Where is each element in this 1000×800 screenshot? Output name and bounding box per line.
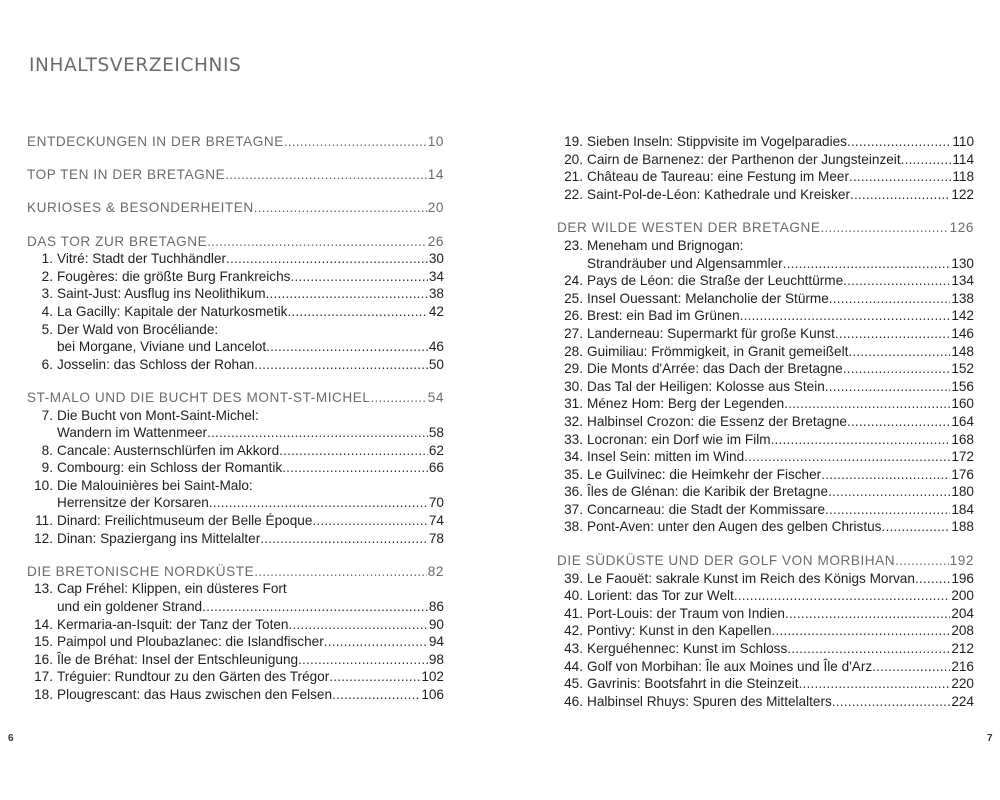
entry-number: 45. xyxy=(564,676,583,692)
entry-page-number: 118 xyxy=(952,169,974,185)
entry-number: 11. xyxy=(35,513,53,529)
entry-page-number: 216 xyxy=(951,658,974,674)
toc-entry[interactable] xyxy=(557,290,974,308)
toc-entry[interactable] xyxy=(27,580,444,615)
entry-number: 24. xyxy=(564,273,583,289)
dot-leader xyxy=(209,494,428,512)
entry-title: Landerneau: Supermarkt für große Kunst xyxy=(587,325,835,341)
entry-page-number: 172 xyxy=(951,449,974,465)
entry-page-number: 220 xyxy=(951,676,974,692)
entry-title: Plougrescant: das Haus zwischen den Felsen xyxy=(57,687,333,702)
entry-title: Golf von Morbihan: Île aux Moines und Île d'Arz xyxy=(587,658,873,674)
dot-leader xyxy=(332,686,420,704)
entry-title: Locronan: ein Dorf wie im Film xyxy=(587,431,771,447)
dot-leader xyxy=(843,272,950,290)
toc-section-heading[interactable] xyxy=(27,389,444,407)
entry-title: Halbinsel Rhuys: Spuren des Mittelalters xyxy=(587,693,832,709)
dot-leader xyxy=(329,668,420,686)
toc-entry[interactable] xyxy=(557,307,974,325)
entry-number: 10. xyxy=(34,477,53,493)
entry-number: 46. xyxy=(564,693,583,709)
entry-number: 25. xyxy=(564,290,583,306)
entry-number: 29. xyxy=(564,361,583,377)
section-page-number: 192 xyxy=(949,553,974,569)
dot-leader xyxy=(254,199,427,217)
entry-number: 26. xyxy=(564,308,583,324)
entry-page-number: 138 xyxy=(951,290,974,306)
entry-title-continued: Wandern im Wattenmeer xyxy=(57,425,208,441)
entry-title: Ménez Hom: Berg der Legenden xyxy=(587,396,785,412)
toc-entry[interactable] xyxy=(557,272,974,290)
entry-page-number: 62 xyxy=(428,442,444,458)
dot-leader xyxy=(784,395,950,413)
toc-entry[interactable] xyxy=(557,133,974,151)
section-page-number: 20 xyxy=(427,200,444,216)
dot-leader xyxy=(783,255,951,273)
dot-leader xyxy=(312,512,427,530)
toc-entry[interactable] xyxy=(27,686,444,704)
entry-title: Dinard: Freilichtmuseum der Belle Époque xyxy=(57,513,313,529)
dot-leader xyxy=(825,378,951,396)
entry-page-number: 156 xyxy=(951,378,974,394)
entry-page-number: 152 xyxy=(951,361,974,377)
section-page-number: 126 xyxy=(949,220,974,236)
entry-page-number: 46 xyxy=(428,339,444,355)
entry-page-number: 50 xyxy=(428,356,444,372)
dot-leader xyxy=(371,389,427,407)
toc-entry[interactable] xyxy=(557,483,974,501)
toc-entry[interactable] xyxy=(27,285,444,303)
toc-entry[interactable] xyxy=(27,321,444,356)
entry-title: Meneham und Brignogan: xyxy=(587,237,744,253)
page-number-right: 7 xyxy=(987,733,993,744)
section-page-number: 14 xyxy=(427,167,444,183)
toc-entry[interactable] xyxy=(27,477,444,512)
dot-leader xyxy=(895,552,949,570)
entry-number: 35. xyxy=(564,466,583,482)
entry-page-number: 70 xyxy=(428,495,444,511)
entry-page-number: 114 xyxy=(952,151,974,167)
section-title: DAS TOR ZUR BRETAGNE xyxy=(27,233,208,249)
dot-leader xyxy=(740,307,951,325)
dot-leader xyxy=(202,598,428,616)
toc-section-heading[interactable] xyxy=(27,233,444,251)
entry-title: Das Tal der Heiligen: Kolosse aus Stein xyxy=(587,378,825,394)
dot-leader xyxy=(825,501,950,519)
entry-number: 3. xyxy=(41,286,53,302)
entry-page-number: 180 xyxy=(951,484,974,500)
entry-page-number: 160 xyxy=(951,396,974,412)
toc-entry[interactable] xyxy=(27,442,444,460)
section-title: ST-MALO UND DIE BUCHT DES MONT-ST-MICHEL xyxy=(27,389,371,405)
entry-title-continued: Strandräuber und Algensammler xyxy=(587,255,783,271)
entry-title: Château de Taureau: eine Festung im Meer xyxy=(587,169,849,185)
section-title: TOP TEN IN DER BRETAGNE xyxy=(27,167,226,183)
section-title: DIE BRETONISCHE NORDKÜSTE xyxy=(27,563,255,579)
dot-leader xyxy=(734,587,950,605)
entry-number: 4. xyxy=(41,303,53,319)
entry-page-number: 208 xyxy=(951,623,974,639)
dot-leader xyxy=(872,658,950,676)
toc-entry[interactable] xyxy=(557,360,974,378)
toc-entry[interactable] xyxy=(27,633,444,651)
toc-entry[interactable] xyxy=(557,605,974,623)
entry-number: 15. xyxy=(34,634,53,650)
entry-title: Pays de Léon: die Straße der Leuchttürme xyxy=(587,273,844,289)
dot-leader xyxy=(847,133,951,151)
entry-title: Fougères: die größte Burg Frankreichs xyxy=(57,268,291,284)
entry-title: Gavrinis: Bootsfahrt in die Steinzeit xyxy=(587,676,799,692)
toc-entry[interactable] xyxy=(557,325,974,343)
section-title: DIE SÜDKÜSTE UND DER GOLF VON MORBIHAN xyxy=(557,553,896,569)
toc-entry[interactable] xyxy=(27,512,444,530)
dot-leader xyxy=(799,675,951,693)
dot-leader xyxy=(849,168,951,186)
entry-title-continued: Herrensitze der Korsaren xyxy=(57,495,209,511)
entry-page-number: 30 xyxy=(428,251,444,267)
entry-page-number: 86 xyxy=(428,599,444,615)
toc-section-heading[interactable] xyxy=(557,552,974,570)
toc-entry[interactable] xyxy=(557,431,974,449)
entry-page-number: 168 xyxy=(951,431,974,447)
entry-number: 41. xyxy=(564,605,583,621)
entry-page-number: 224 xyxy=(951,693,974,709)
dot-leader xyxy=(324,633,428,651)
entry-title: Cancale: Austernschlürfen im Akkord xyxy=(57,442,280,458)
toc-entry[interactable] xyxy=(27,530,444,548)
entry-title: Saint-Pol-de-Léon: Kathedrale und Kreisker xyxy=(587,186,850,202)
toc-entry[interactable] xyxy=(27,303,444,321)
dot-leader xyxy=(284,133,427,151)
entry-title: Kerguéhennec: Kunst im Schloss xyxy=(587,641,788,657)
entry-title: Pont-Aven: unter den Augen des gelben Christus xyxy=(587,519,882,535)
dot-leader xyxy=(835,325,950,343)
dot-leader xyxy=(848,343,950,361)
entry-page-number: 58 xyxy=(428,425,444,441)
section-page-number: 54 xyxy=(427,389,444,405)
toc-section-heading[interactable] xyxy=(27,133,444,151)
toc-entry[interactable] xyxy=(557,587,974,605)
entry-title: Die Monts d'Arrée: das Dach der Bretagne xyxy=(587,361,843,377)
dot-leader xyxy=(915,570,950,588)
toc-entry[interactable] xyxy=(557,658,974,676)
entry-page-number: 176 xyxy=(951,466,974,482)
entry-number: 14. xyxy=(34,616,53,632)
entry-number: 17. xyxy=(34,669,53,685)
entry-title: La Gacilly: Kapitale der Naturkosmetik xyxy=(57,303,288,319)
dot-leader xyxy=(832,693,951,711)
entry-title: Le Faouët: sakrale Kunst im Reich des Königs Morvan xyxy=(587,570,915,586)
entry-number: 30. xyxy=(564,378,583,394)
dot-leader xyxy=(226,250,428,268)
entry-number: 38. xyxy=(564,519,583,535)
entry-number: 21. xyxy=(564,169,583,185)
entry-title: Kermaria-an-Isquit: der Tanz der Toten xyxy=(57,616,289,632)
entry-page-number: 66 xyxy=(428,460,444,476)
toc-entry[interactable] xyxy=(27,407,444,442)
toc-entry[interactable] xyxy=(557,501,974,519)
toc-entry[interactable] xyxy=(557,675,974,693)
entry-title: Vitré: Stadt der Tuchhändler xyxy=(57,251,227,267)
entry-page-number: 134 xyxy=(951,273,974,289)
dot-leader xyxy=(785,605,950,623)
entry-number: 28. xyxy=(564,343,583,359)
entry-title: Lorient: das Tor zur Welt xyxy=(587,588,734,604)
entry-title: Die Malouinières bei Saint-Malo: xyxy=(57,477,253,493)
toc-entry[interactable] xyxy=(557,343,974,361)
dot-leader xyxy=(771,431,951,449)
entry-number: 16. xyxy=(34,651,53,667)
entry-number: 27. xyxy=(564,325,583,341)
entry-page-number: 142 xyxy=(951,308,974,324)
entry-title: Insel Sein: mitten im Wind xyxy=(587,449,745,465)
entry-number: 9. xyxy=(41,460,53,476)
toc-entry[interactable] xyxy=(557,168,974,186)
dot-leader xyxy=(225,166,427,184)
entry-number: 33. xyxy=(564,431,583,447)
entry-title: Combourg: ein Schloss der Romantik xyxy=(57,460,283,476)
entry-page-number: 164 xyxy=(951,413,974,429)
entry-number: 5. xyxy=(41,321,53,337)
entry-number: 31. xyxy=(564,396,583,412)
dot-leader xyxy=(821,466,950,484)
dot-leader xyxy=(260,530,428,548)
entry-number: 12. xyxy=(34,530,53,546)
entry-page-number: 146 xyxy=(951,325,974,341)
dot-leader xyxy=(828,483,950,501)
section-page-number: 82 xyxy=(427,563,444,579)
entry-title: Sieben Inseln: Stippvisite im Vogelparadies xyxy=(587,134,847,149)
entry-title: Île de Bréhat: Insel der Entschleunigung xyxy=(57,651,299,667)
entry-title: Halbinsel Crozon: die Essenz der Bretagne xyxy=(587,413,847,429)
dot-leader xyxy=(288,616,427,634)
toc-section-heading[interactable] xyxy=(27,563,444,581)
entry-page-number: 90 xyxy=(428,616,444,632)
toc-entry[interactable] xyxy=(27,268,444,286)
dot-leader xyxy=(744,448,950,466)
dot-leader xyxy=(829,290,951,308)
entry-number: 44. xyxy=(564,658,583,674)
entry-number: 6. xyxy=(41,356,53,372)
entry-number: 40. xyxy=(564,588,583,604)
entry-page-number: 212 xyxy=(951,641,974,657)
entry-title: Pontivy: Kunst in den Kapellen xyxy=(587,623,772,639)
entry-number: 20. xyxy=(564,151,583,167)
toc-entry[interactable] xyxy=(557,640,974,658)
dot-leader xyxy=(279,442,428,460)
section-title: DER WILDE WESTEN DER BRETAGNE xyxy=(557,220,821,236)
toc-section-heading[interactable] xyxy=(27,166,444,184)
dot-leader xyxy=(207,233,427,251)
page-title: INHALTSVERZEICHNIS xyxy=(29,55,242,76)
entry-page-number: 42 xyxy=(428,303,444,319)
entry-title-continued: und ein goldener Strand xyxy=(57,599,203,615)
dot-leader xyxy=(881,518,950,536)
entry-page-number: 78 xyxy=(428,530,444,546)
dot-leader xyxy=(254,356,428,374)
toc-entry[interactable] xyxy=(557,151,974,169)
entry-page-number: 148 xyxy=(951,343,974,359)
toc-entry[interactable] xyxy=(27,459,444,477)
entry-number: 8. xyxy=(41,442,53,458)
entry-number: 42. xyxy=(564,623,583,639)
entry-page-number: 102 xyxy=(421,669,444,685)
entry-title: Cap Fréhel: Klippen, ein düsteres Fort xyxy=(57,581,287,597)
toc-entry[interactable] xyxy=(557,693,974,711)
dot-leader xyxy=(266,338,428,356)
entry-number: 13. xyxy=(34,581,53,597)
toc-entry[interactable] xyxy=(27,616,444,634)
toc-section-heading[interactable] xyxy=(557,219,974,237)
entry-number: 32. xyxy=(564,413,583,429)
entry-page-number: 74 xyxy=(428,513,444,529)
entry-page-number: 122 xyxy=(951,186,974,202)
entry-page-number: 184 xyxy=(951,501,974,517)
entry-number: 22. xyxy=(564,186,583,202)
toc-entry[interactable] xyxy=(557,378,974,396)
dot-leader xyxy=(266,285,428,303)
entry-page-number: 34 xyxy=(428,268,444,284)
toc-entry[interactable] xyxy=(557,518,974,536)
dot-leader xyxy=(282,459,428,477)
entry-page-number: 38 xyxy=(428,286,444,302)
entry-number: 39. xyxy=(564,570,583,586)
entry-number: 1. xyxy=(41,251,53,267)
entry-page-number: 200 xyxy=(951,588,974,604)
entry-number: 36. xyxy=(564,484,583,500)
entry-number: 18. xyxy=(34,687,53,702)
dot-leader xyxy=(771,622,950,640)
toc-entry[interactable] xyxy=(557,570,974,588)
dot-leader xyxy=(820,219,948,237)
entry-title: Paimpol und Ploubazlanec: die Islandfischer xyxy=(57,634,324,650)
toc-section-heading[interactable] xyxy=(27,199,444,217)
toc-entry[interactable] xyxy=(557,466,974,484)
entry-title: Guimiliau: Frömmigkeit, in Granit gemeißelt xyxy=(587,343,849,359)
dot-leader xyxy=(787,640,950,658)
entry-title: Concarneau: die Stadt der Kommissare xyxy=(587,501,826,517)
entry-number: 7. xyxy=(41,407,53,423)
entry-title: Der Wald von Brocéliande: xyxy=(57,321,219,337)
entry-page-number: 98 xyxy=(428,651,444,667)
entry-title: Saint-Just: Ausflug ins Neolithikum xyxy=(57,286,266,302)
entry-title: Tréguier: Rundtour zu den Gärten des Trégor xyxy=(57,669,330,685)
entry-number: 2. xyxy=(41,268,53,284)
toc-entry[interactable] xyxy=(27,651,444,669)
entry-page-number: 94 xyxy=(428,634,444,650)
entry-number: 34. xyxy=(564,449,583,465)
entry-title: Îles de Glénan: die Karibik der Bretagne xyxy=(587,484,829,500)
entry-title: Brest: ein Bad im Grünen xyxy=(587,308,740,324)
section-title: KURIOSES & BESONDERHEITEN xyxy=(27,200,254,216)
entry-title: Cairn de Barnenez: der Parthenon der Jungsteinzeit xyxy=(587,151,901,167)
toc-left-column xyxy=(27,133,444,704)
toc-entry[interactable] xyxy=(27,668,444,686)
entry-title: Insel Ouessant: Melancholie der Stürme xyxy=(587,290,829,306)
section-page-number: 26 xyxy=(427,233,444,249)
dot-leader xyxy=(847,413,950,431)
section-title: ENTDECKUNGEN IN DER BRETAGNE xyxy=(27,134,284,149)
entry-number: 23. xyxy=(564,237,583,253)
toc-entry[interactable] xyxy=(557,413,974,431)
toc-entry[interactable] xyxy=(557,622,974,640)
entry-page-number: 188 xyxy=(951,519,974,535)
toc-entry[interactable] xyxy=(27,250,444,268)
toc-right-column xyxy=(557,133,974,710)
dot-leader xyxy=(901,151,952,169)
entry-page-number: 106 xyxy=(421,687,444,702)
dot-leader xyxy=(298,651,428,669)
entry-title: Port-Louis: der Traum von Indien xyxy=(587,605,785,621)
dot-leader xyxy=(290,268,427,286)
toc-entry[interactable] xyxy=(557,448,974,466)
dot-leader xyxy=(254,563,427,581)
dot-leader xyxy=(207,424,428,442)
toc-entry[interactable] xyxy=(557,395,974,413)
section-page-number: 10 xyxy=(427,134,444,149)
entry-page-number: 130 xyxy=(951,255,974,271)
entry-number: 43. xyxy=(564,641,583,657)
page-number-left: 6 xyxy=(8,733,14,744)
entry-title: Le Guilvinec: die Heimkehr der Fischer xyxy=(587,466,822,482)
entry-page-number: 204 xyxy=(951,605,974,621)
dot-leader xyxy=(843,360,951,378)
entry-page-number: 110 xyxy=(952,134,974,149)
toc-entry[interactable] xyxy=(27,356,444,374)
toc-entry[interactable] xyxy=(557,237,974,272)
entry-title: Josselin: das Schloss der Rohan xyxy=(57,356,255,372)
entry-page-number: 196 xyxy=(951,570,974,586)
entry-number: 19. xyxy=(564,134,583,149)
dot-leader xyxy=(850,186,950,204)
entry-title-continued: bei Morgane, Viviane und Lancelot xyxy=(57,339,267,355)
entry-title: Dinan: Spaziergang ins Mittelalter xyxy=(57,530,261,546)
dot-leader xyxy=(287,303,427,321)
entry-title: Die Bucht von Mont-Saint-Michel: xyxy=(57,407,259,423)
toc-entry[interactable] xyxy=(557,186,974,204)
entry-number: 37. xyxy=(564,501,583,517)
